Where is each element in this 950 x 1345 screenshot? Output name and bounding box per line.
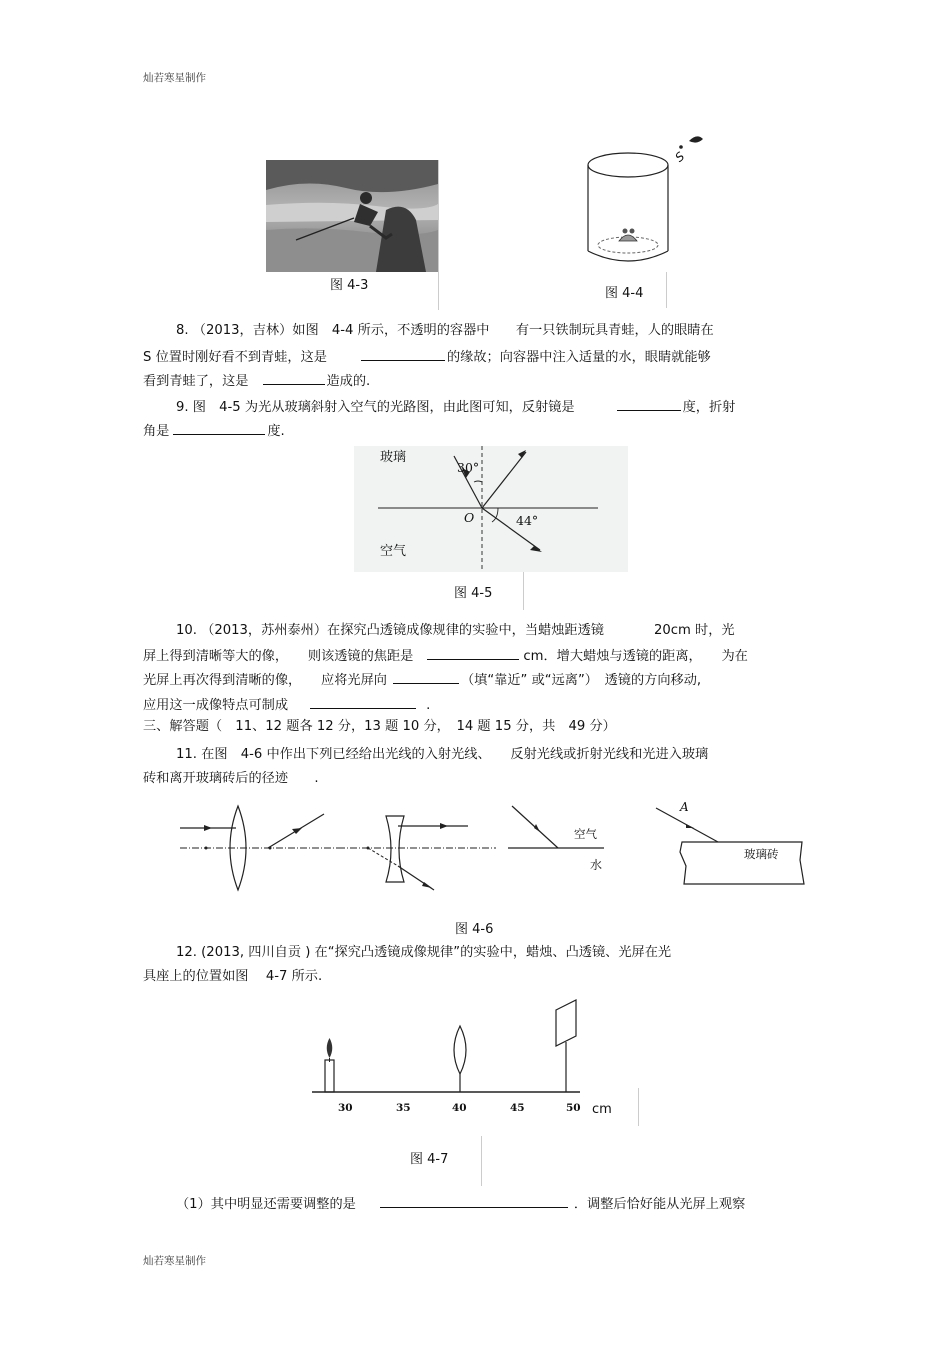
q12-blank-1[interactable] xyxy=(380,1193,568,1208)
figure-4-4-container xyxy=(585,125,715,275)
figure-4-7-caption: 图 4-7 xyxy=(410,1152,449,1167)
q9-line-1: 9. 图 4-5 为光从玻璃斜射入空气的光路图，由此图可知，反射镜是 度，折射 xyxy=(176,396,735,417)
figure-4-4-caption: 图 4-4 xyxy=(605,286,644,301)
figure-4-4-label-s: S xyxy=(672,149,688,165)
q8-blank-1[interactable] xyxy=(361,346,445,361)
figure-4-3-rule xyxy=(438,160,439,310)
figure-4-5-caption: 图 4-5 xyxy=(454,586,493,601)
q12-sub-1: （1）其中明显还需要调整的是 ．调整后恰好能从光屏上观察 xyxy=(176,1193,745,1214)
figure-4-6-label-water: 水 xyxy=(590,858,603,872)
figure-4-5-label-glass: 玻璃 xyxy=(380,450,407,465)
q12-line-2: 具座上的位置如图 4-7 所示. xyxy=(143,969,323,984)
figure-4-6-label-brick: 玻璃砖 xyxy=(744,847,779,861)
figure-4-7-bench xyxy=(312,996,592,1096)
figure-4-3-photo xyxy=(266,160,438,272)
q9-line-2: 角是 度. xyxy=(143,420,285,441)
figure-4-3-caption: 图 4-3 xyxy=(330,278,369,293)
page-footer: 灿若寒星制作 xyxy=(143,1255,206,1267)
q10-line-3: 光屏上再次得到清晰的像， 应将光屏向 （填“靠近” 或“远离”） 透镜的方向移动, xyxy=(143,669,701,690)
figure-4-6-point-a: A xyxy=(680,800,689,814)
page-header: 灿若寒星制作 xyxy=(143,72,206,84)
q10-line-2: 屏上得到清晰等大的像， 则该透镜的焦距是 cm．增大蜡烛与透镜的距离， 为在 xyxy=(143,645,748,666)
q10-line-1: 10. （2013，苏州泰州）在探究凸透镜成像规律的实验中，当蜡烛距透镜 20cm 时，光 xyxy=(176,623,735,638)
q11-line-1: 11. 在图 4-6 中作出下列已经给出光线的入射光线、 反射光线或折射光线和光进入玻璃 xyxy=(176,747,709,762)
q12-line-1: 12. (2013, 四川自贡 ) 在“探究凸透镜成像规律”的实验中，蜡烛、凸透镜、光屏在光 xyxy=(176,945,672,960)
figure-4-5-point-o: O xyxy=(464,510,475,525)
q9-blank-2[interactable] xyxy=(173,420,265,435)
figure-4-7-tick-50: 50 xyxy=(566,1102,581,1114)
figure-4-7-rule-2 xyxy=(481,1136,482,1186)
figure-4-7-tick-35: 35 xyxy=(396,1102,411,1114)
figure-4-7-tick-30: 30 xyxy=(338,1102,353,1114)
section-3-heading: 三、解答题（ 11、12 题各 12 分，13 题 10 分， 14 题 15 分，共 49 分） xyxy=(143,719,616,734)
figure-4-5-label-air: 空气 xyxy=(380,544,407,559)
q8-line-2: S 位置时刚好看不到青蛙，这是 的缘故；向容器中注入适量的水，眼睛就能够 xyxy=(143,346,711,367)
q8-blank-2[interactable] xyxy=(263,370,325,385)
figure-4-5-rule xyxy=(523,572,524,610)
figure-4-7-tick-40: 40 xyxy=(452,1102,467,1114)
figure-4-5-angle-30: 30° xyxy=(457,460,480,475)
figure-4-4-rule xyxy=(666,272,667,308)
figure-4-7-unit: cm xyxy=(592,1102,612,1117)
figure-4-7-tick-45: 45 xyxy=(510,1102,525,1114)
q8-line-3: 看到青蛙了，这是 造成的. xyxy=(143,370,370,391)
q10-blank-3[interactable] xyxy=(310,694,416,709)
figure-4-6-caption: 图 4-6 xyxy=(455,922,494,937)
q9-blank-1[interactable] xyxy=(617,396,681,411)
q10-blank-1[interactable] xyxy=(427,645,519,660)
q10-line-4: 应用这一成像特点可制成 . xyxy=(143,694,430,715)
figure-4-7-rule-1 xyxy=(638,1088,639,1126)
q11-line-2: 砖和离开玻璃砖后的径迹 . xyxy=(143,771,319,786)
q10-blank-2[interactable] xyxy=(393,669,459,684)
figure-4-5-angle-44: 44° xyxy=(516,513,539,528)
figure-4-6-label-air: 空气 xyxy=(574,827,597,841)
q8-line-1: 8. （2013，吉林）如图 4-4 所示，不透明的容器中 有一只铁制玩具青蛙，人的眼睛在 xyxy=(176,323,714,338)
figure-4-6-diagram xyxy=(178,800,808,900)
